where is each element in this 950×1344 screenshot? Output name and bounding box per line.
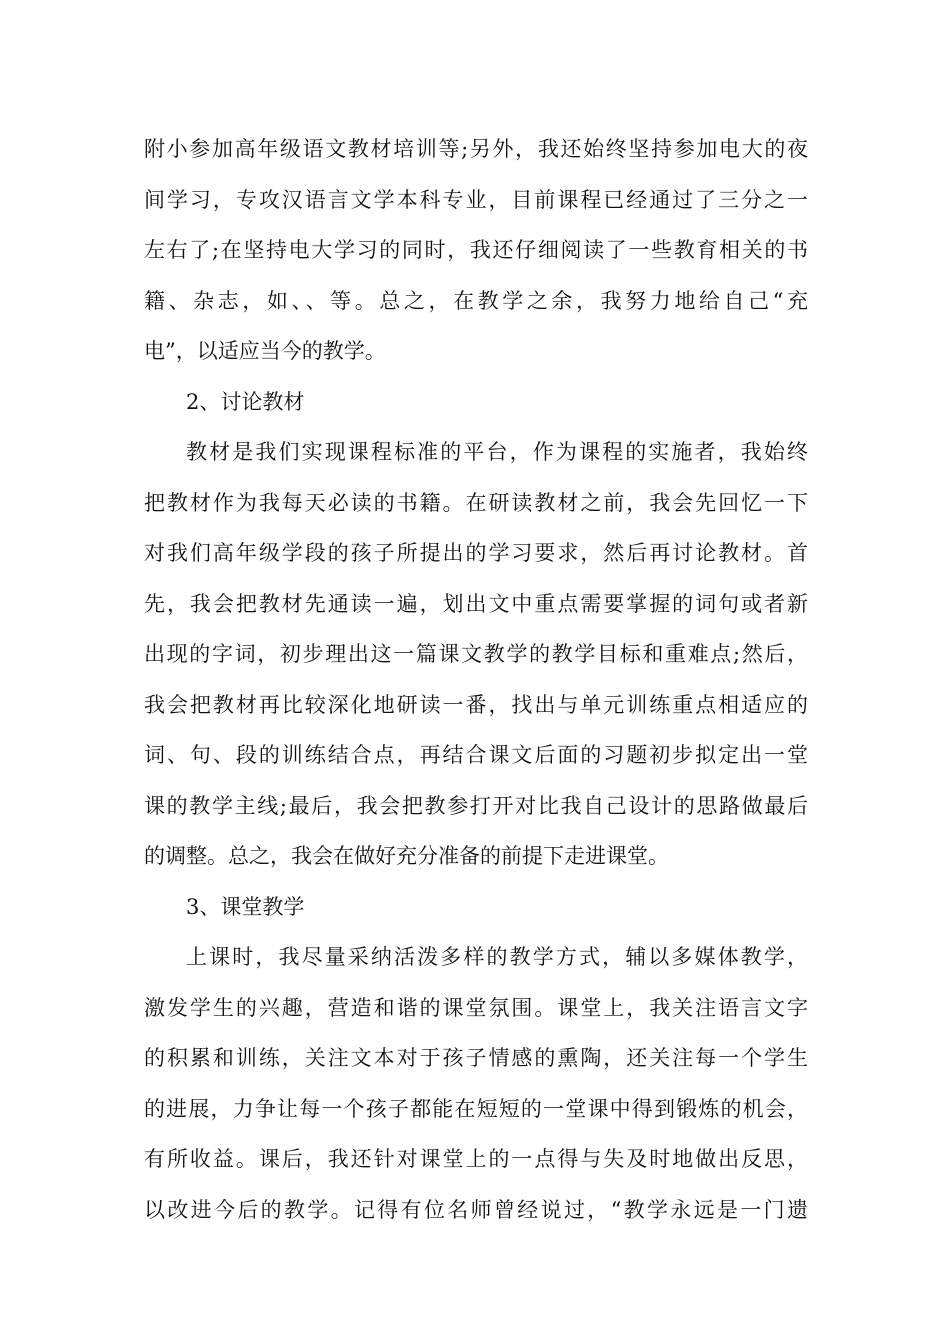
text-line: 教材是我们实现课程标准的平台，作为课程的实施者，我始终: [186, 440, 808, 464]
paragraph: [144, 932, 808, 1235]
text-line: 词、句、段的训练结合点，再结合课文后面的习题初步拟定出一堂: [144, 743, 808, 767]
text-line: 出现的字词，初步理出这一篇课文教学的教学目标和重难点;然后，: [144, 642, 808, 666]
text-line: 把教材作为我每天必读的书籍。在研读教材之前，我会先回忆一下: [144, 490, 808, 515]
section-heading: 3、课堂教学: [186, 894, 305, 919]
text-line: 有所收益。课后，我还针对课堂上的一点得与失及时地做出反思，: [144, 1147, 808, 1171]
paragraph-continued: [144, 124, 808, 377]
text-line: 以改进今后的教学。记得有位名师曾经说过，“教学永远是一门遗: [144, 1197, 808, 1222]
text-line: 电”，以适应当今的教学。: [144, 339, 386, 363]
text-line: 的进展，力争让每一个孩子都能在短短的一堂课中得到锻炼的机会，: [144, 1096, 808, 1121]
text-line: 对我们高年级学段的孩子所提出的学习要求，然后再讨论教材。首: [144, 541, 808, 565]
text-line: 我会把教材再比较深化地研读一番，找出与单元训练重点相适应的: [144, 692, 808, 717]
paragraph: [144, 427, 808, 882]
text-line: 的积累和训练，关注文本对于孩子情感的熏陶，还关注每一个学生: [144, 1046, 808, 1070]
text-line: 的调整。总之，我会在做好充分准备的前提下走进课堂。: [144, 844, 669, 868]
document-body: [144, 124, 808, 1235]
text-line: 上课时，我尽量采纳活泼多样的教学方式，辅以多媒体教学，: [186, 945, 808, 969]
section-heading: 2、讨论教材: [186, 389, 305, 414]
text-line: 间学习，专攻汉语言文学本科专业，目前课程已经通过了三分之一: [144, 187, 808, 212]
text-line: 籍、杂志，如、、等。总之，在教学之余，我努力地给自己“充: [144, 288, 808, 313]
text-line: 附小参加高年级语文教材培训等;另外，我还始终坚持参加电大的夜: [144, 137, 808, 161]
text-line: 激发学生的兴趣，营造和谐的课堂氛围。课堂上，我关注语言文字: [144, 995, 808, 1020]
text-line: 左右了;在坚持电大学习的同时，我还仔细阅读了一些教育相关的书: [144, 238, 808, 262]
text-line: 课的教学主线;最后，我会把教参打开对比我自己设计的思路做最后: [144, 793, 808, 818]
text-line: 先，我会把教材先通读一遍，划出文中重点需要掌握的词句或者新: [144, 591, 808, 616]
